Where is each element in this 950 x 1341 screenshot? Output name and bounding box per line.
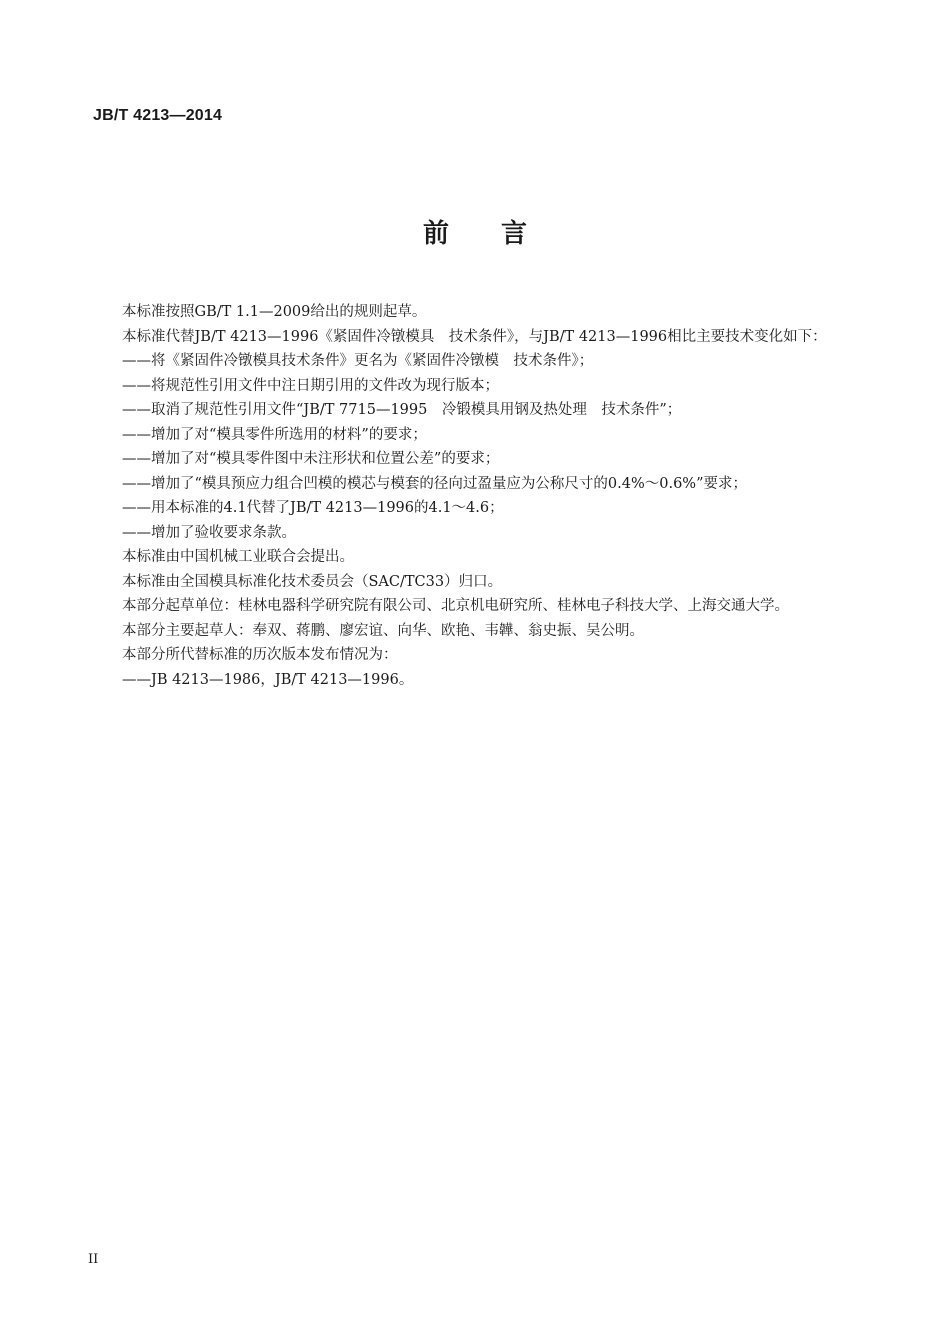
paragraph-history-versions: ——JB 4213—1986，JB/T 4213—1996。 bbox=[122, 671, 414, 688]
change-item: ——将规范性引用文件中注日期引用的文件改为现行版本； bbox=[122, 377, 499, 394]
page-number: II bbox=[88, 1252, 99, 1267]
standard-number: JB/T 4213—2014 bbox=[93, 107, 223, 124]
foreword-body bbox=[93, 300, 853, 692]
change-item: ——增加了对“模具零件所选用的材料”的要求； bbox=[122, 426, 427, 443]
change-item: ——取消了规范性引用文件“JB/T 7715—1995 冷锻模具用钢及热处理 技术条件”； bbox=[122, 402, 682, 418]
paragraph-drafting-units: 本部分起草单位：桂林电器科学研究院有限公司、北京机电研究所、桂林电子科技大学、上海交通大学。 bbox=[122, 598, 789, 614]
page-title: 前言 bbox=[422, 219, 579, 249]
paragraph-replacement: 本标准代替JB/T 4213—1996《紧固件冷镦模具 技术条件》，与JB/T 4213—1996相比主要技术变化如下： bbox=[122, 328, 827, 345]
paragraph-drafters: 本部分主要起草人：奉双、蒋鹏、廖宏谊、向华、欧艳、韦韡、翁史振、吴公明。 bbox=[122, 622, 644, 639]
change-item: ——用本标准的4.1代替了JB/T 4213—1996的4.1～4.6； bbox=[122, 500, 504, 516]
paragraph-drafting-rules: 本标准按照GB/T 1.1—2009给出的规则起草。 bbox=[122, 304, 427, 320]
change-item: ——将《紧固件冷镦模具技术条件》更名为《紧固件冷镦模 技术条件》； bbox=[122, 353, 594, 369]
paragraph-history-intro: 本部分所代替标准的历次版本发布情况为： bbox=[122, 647, 398, 663]
change-item: ——增加了“模具预应力组合凹模的模芯与模套的径向过盈量应为公称尺寸的0.4%～0.6%”要求； bbox=[122, 475, 747, 492]
paragraph-administrator: 本标准由全国模具标准化技术委员会（SAC/TC33）归口。 bbox=[122, 573, 503, 590]
change-item: ——增加了验收要求条款。 bbox=[122, 524, 296, 541]
change-item: ——增加了对“模具零件图中未注形状和位置公差”的要求； bbox=[122, 451, 500, 467]
paragraph-proposer: 本标准由中国机械工业联合会提出。 bbox=[122, 549, 354, 565]
